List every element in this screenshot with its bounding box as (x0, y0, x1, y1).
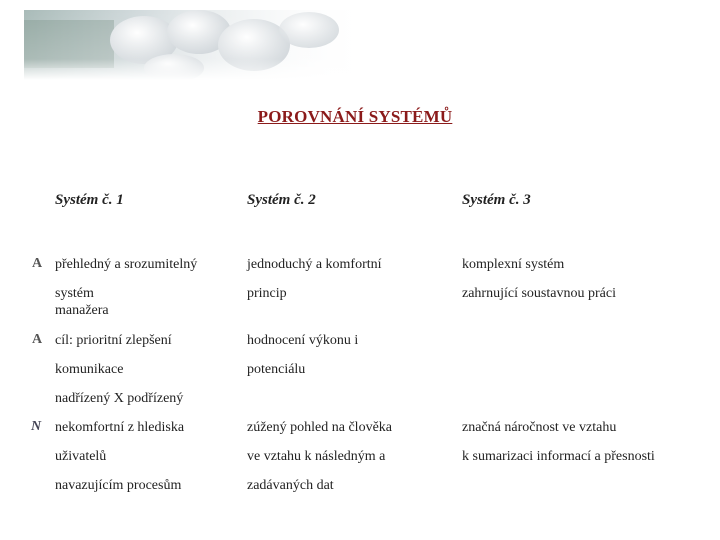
column-header-system-2: Systém č. 2 (247, 192, 316, 208)
cell-system-1: přehledný a srozumitelný (55, 257, 198, 272)
column-header-system-1: Systém č. 1 (55, 192, 124, 208)
cell-system-2: potenciálu (247, 362, 306, 377)
cell-system-1: nadřízený X podřízený (55, 391, 184, 406)
cell-system-1: nekomfortní z hlediska (55, 420, 185, 435)
cell-system-2: ve vztahu k následným a (247, 449, 386, 464)
cell-system-1: systém manažera (55, 286, 109, 318)
cell-system-1: cíl: prioritní zlepšení (55, 333, 172, 348)
cell-system-3: značná náročnost ve vztahu (462, 420, 617, 435)
row-marker-a: A (32, 256, 43, 271)
cell-system-3: komplexní systém (462, 257, 565, 272)
cell-system-2: hodnocení výkonu i (247, 333, 359, 348)
slide-title: POROVNÁNÍ SYSTÉMŮ (257, 107, 453, 126)
column-header-system-3: Systém č. 3 (462, 192, 531, 208)
cell-system-3: k sumarizaci informací a přesnosti (462, 449, 655, 464)
cell-system-3: zahrnující soustavnou práci (462, 286, 616, 301)
cell-system-2: princip (247, 286, 287, 301)
row-marker-n: N (31, 419, 42, 434)
row-marker-a: A (32, 332, 43, 347)
cell-system-2: zúžený pohled na člověka (247, 420, 392, 435)
cell-system-2: jednoduchý a komfortní (247, 257, 382, 272)
cell-system-1: navazujícím procesům (55, 478, 182, 493)
cell-system-1: komunikace (55, 362, 124, 377)
cell-system-2: zadávaných dat (247, 478, 334, 493)
header-banner-image (24, 10, 370, 80)
cell-system-1: uživatelů (55, 449, 107, 464)
